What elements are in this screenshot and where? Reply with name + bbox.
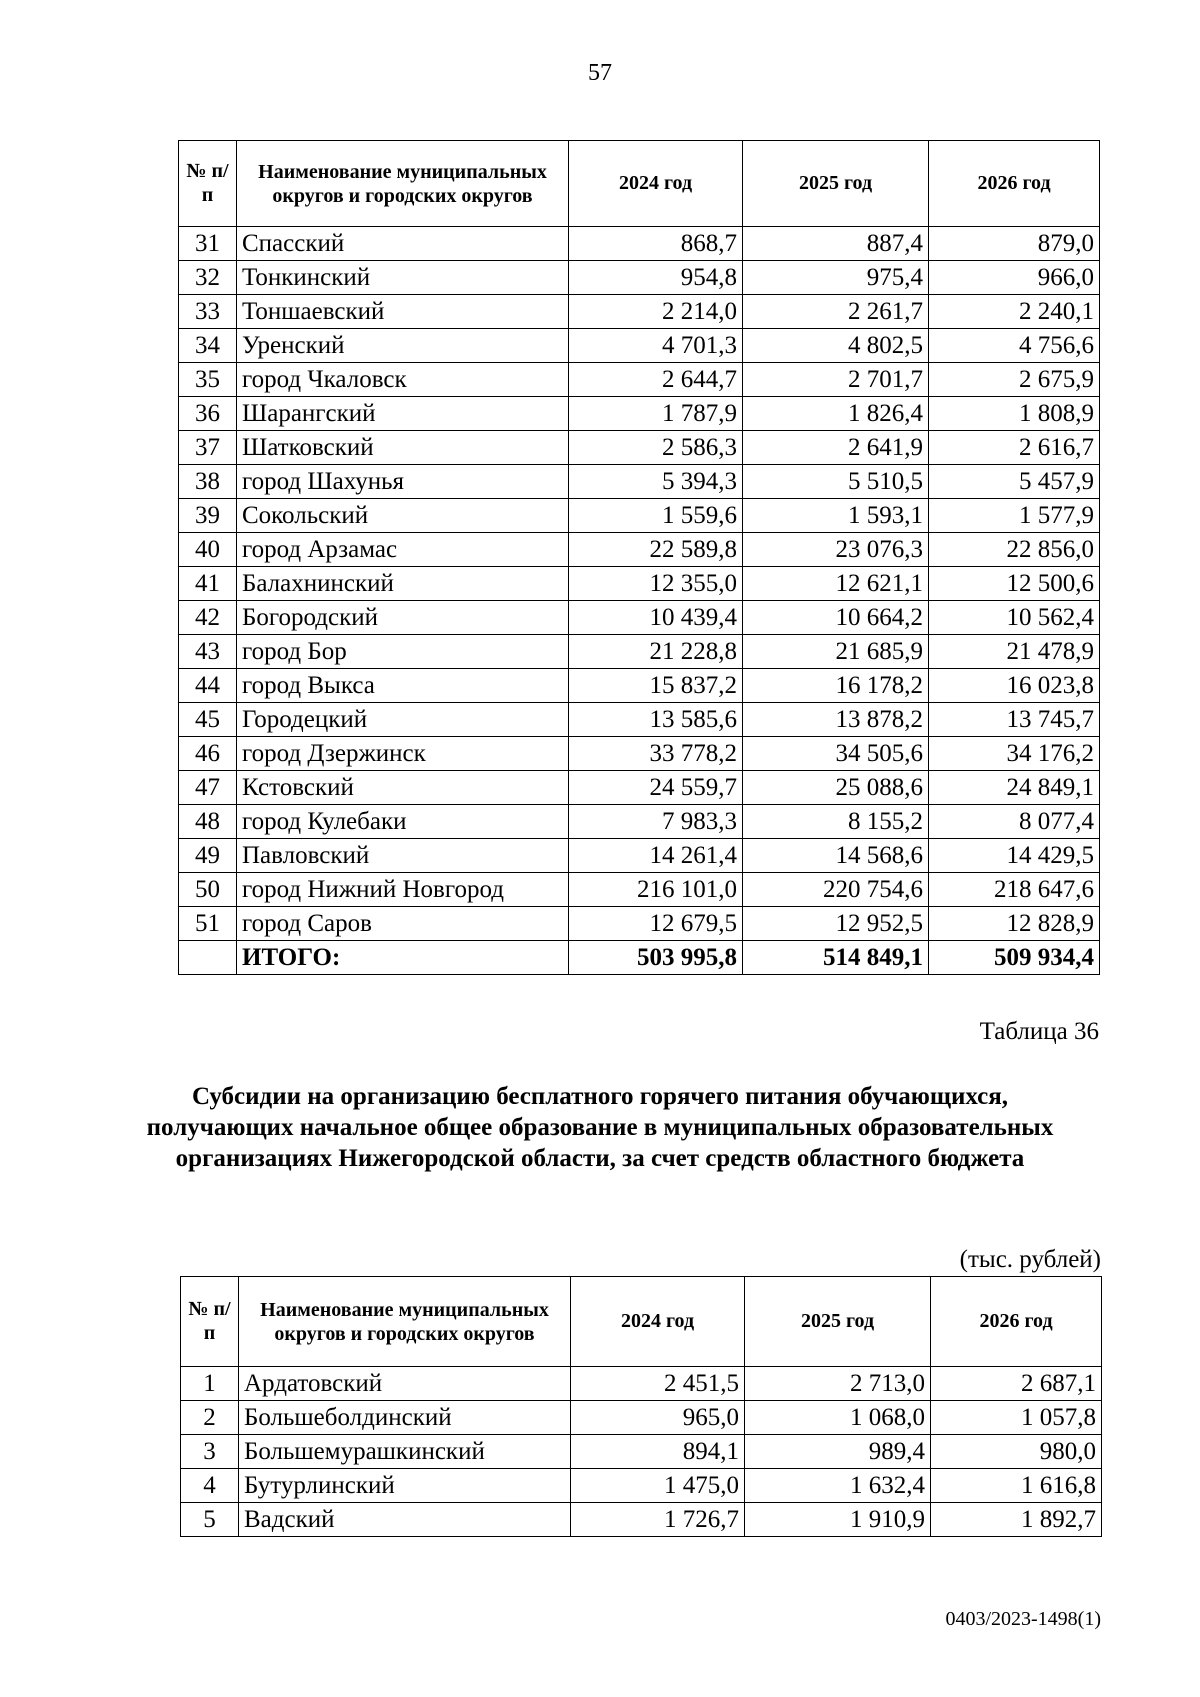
value-2025: 1 910,9	[745, 1503, 931, 1537]
row-name: Тоншаевский	[237, 295, 569, 329]
row-name: Тонкинский	[237, 261, 569, 295]
row-number: 39	[179, 499, 237, 533]
value-2026: 16 023,8	[929, 669, 1100, 703]
row-number: 2	[181, 1401, 239, 1435]
table-body	[181, 1367, 1102, 1537]
table-row	[179, 329, 1100, 363]
value-2026: 2 240,1	[929, 295, 1100, 329]
value-2026: 21 478,9	[929, 635, 1100, 669]
value-2025: 5 510,5	[743, 465, 929, 499]
value-2025: 8 155,2	[743, 805, 929, 839]
value-2025: 1 826,4	[743, 397, 929, 431]
row-number: 34	[179, 329, 237, 363]
row-name: Павловский	[237, 839, 569, 873]
table-row	[179, 397, 1100, 431]
value-2025: 4 802,5	[743, 329, 929, 363]
value-2025: 1 068,0	[745, 1401, 931, 1435]
table-row	[179, 669, 1100, 703]
value-2026: 34 176,2	[929, 737, 1100, 771]
value-2026: 2 616,7	[929, 431, 1100, 465]
row-number: 44	[179, 669, 237, 703]
value-2025: 975,4	[743, 261, 929, 295]
table-row	[179, 839, 1100, 873]
value-2024: 2 214,0	[569, 295, 743, 329]
row-name: город Бор	[237, 635, 569, 669]
row-number: 3	[181, 1435, 239, 1469]
table-row	[179, 873, 1100, 907]
header-num: № п/п	[179, 141, 237, 227]
row-number: 49	[179, 839, 237, 873]
value-2026: 24 849,1	[929, 771, 1100, 805]
value-2024: 14 261,4	[569, 839, 743, 873]
value-2025: 2 713,0	[745, 1367, 931, 1401]
value-2024: 21 228,8	[569, 635, 743, 669]
hot-meals-subsidy-table	[180, 1276, 1102, 1537]
value-2025: 220 754,6	[743, 873, 929, 907]
header-num: № п/п	[181, 1277, 239, 1367]
value-2024: 15 837,2	[569, 669, 743, 703]
row-name: Большеболдинский	[239, 1401, 571, 1435]
value-2026: 1 892,7	[931, 1503, 1102, 1537]
table-row	[179, 295, 1100, 329]
value-2024: 13 585,6	[569, 703, 743, 737]
row-name: Шарангский	[237, 397, 569, 431]
page-number: 57	[588, 60, 612, 86]
header-name: Наименование муниципальных округов и городских округов	[237, 141, 569, 227]
header-2024: 2024 год	[571, 1277, 745, 1367]
row-number: 33	[179, 295, 237, 329]
table-header-row	[181, 1277, 1102, 1367]
document-code: 0403/2023-1498(1)	[945, 1608, 1101, 1630]
table-row	[179, 601, 1100, 635]
value-2025: 12 952,5	[743, 907, 929, 941]
value-2026: 2 687,1	[931, 1367, 1102, 1401]
header-2024: 2024 год	[569, 141, 743, 227]
table-row	[181, 1469, 1102, 1503]
row-number: 45	[179, 703, 237, 737]
row-number: 47	[179, 771, 237, 805]
header-name: Наименование муниципальных округов и городских округов	[239, 1277, 571, 1367]
header-2026: 2026 год	[929, 141, 1100, 227]
value-2026: 1 616,8	[931, 1469, 1102, 1503]
table-row	[179, 363, 1100, 397]
value-2024: 24 559,7	[569, 771, 743, 805]
value-2025: 13 878,2	[743, 703, 929, 737]
table-row	[179, 737, 1100, 771]
row-number: 31	[179, 227, 237, 261]
row-number: 51	[179, 907, 237, 941]
value-2024: 33 778,2	[569, 737, 743, 771]
value-2025: 14 568,6	[743, 839, 929, 873]
budget-table-continued	[178, 140, 1100, 975]
row-name: город Шахунья	[237, 465, 569, 499]
value-2024: 954,8	[569, 261, 743, 295]
row-number: 1	[181, 1367, 239, 1401]
value-2025: 2 261,7	[743, 295, 929, 329]
value-2024: 12 679,5	[569, 907, 743, 941]
table-row	[181, 1401, 1102, 1435]
value-2025: 1 632,4	[745, 1469, 931, 1503]
table-row	[181, 1435, 1102, 1469]
value-2025: 2 641,9	[743, 431, 929, 465]
row-name: Большемурашкинский	[239, 1435, 571, 1469]
value-2024: 2 586,3	[569, 431, 743, 465]
value-2026: 4 756,6	[929, 329, 1100, 363]
header-2026: 2026 год	[931, 1277, 1102, 1367]
row-number: 40	[179, 533, 237, 567]
value-2025: 12 621,1	[743, 567, 929, 601]
value-2026: 8 077,4	[929, 805, 1100, 839]
table-header-row	[179, 141, 1100, 227]
table-row	[179, 771, 1100, 805]
value-2024: 1 726,7	[571, 1503, 745, 1537]
value-2026: 12 500,6	[929, 567, 1100, 601]
value-2025: 34 505,6	[743, 737, 929, 771]
row-name: город Кулебаки	[237, 805, 569, 839]
row-number: 37	[179, 431, 237, 465]
value-2024: 894,1	[571, 1435, 745, 1469]
table-row	[179, 499, 1100, 533]
value-2026: 218 647,6	[929, 873, 1100, 907]
row-number: 50	[179, 873, 237, 907]
value-2026: 1 577,9	[929, 499, 1100, 533]
value-2026: 879,0	[929, 227, 1100, 261]
row-number: 32	[179, 261, 237, 295]
table-body	[179, 227, 1100, 975]
row-name: Городецкий	[237, 703, 569, 737]
row-name: Спасский	[237, 227, 569, 261]
row-name: Вадский	[239, 1503, 571, 1537]
value-2024: 2 644,7	[569, 363, 743, 397]
table-title: Субсидии на организацию бесплатного горячего питания обучающихся, получающих начальное общее образование в муниципальных образовательных организациях Нижегородской области, за счет средств областного бюджета	[146, 1083, 1054, 1172]
value-2026: 22 856,0	[929, 533, 1100, 567]
value-2026: 2 675,9	[929, 363, 1100, 397]
table-row	[179, 635, 1100, 669]
row-name: город Нижний Новгород	[237, 873, 569, 907]
value-2024: 965,0	[571, 1401, 745, 1435]
table-row	[179, 261, 1100, 295]
value-2024: 1 475,0	[571, 1469, 745, 1503]
table-row	[179, 907, 1100, 941]
total-2025: 514 849,1	[743, 941, 929, 975]
table-row	[179, 431, 1100, 465]
row-number: 48	[179, 805, 237, 839]
value-2024: 22 589,8	[569, 533, 743, 567]
row-name: Бутурлинский	[239, 1469, 571, 1503]
row-name: город Чкаловск	[237, 363, 569, 397]
total-2024: 503 995,8	[569, 941, 743, 975]
row-number: 36	[179, 397, 237, 431]
value-2026: 966,0	[929, 261, 1100, 295]
row-name: Балахнинский	[237, 567, 569, 601]
row-number: 4	[181, 1469, 239, 1503]
row-name: город Дзержинск	[237, 737, 569, 771]
value-2026: 1 057,8	[931, 1401, 1102, 1435]
row-number: 43	[179, 635, 237, 669]
table-label: Таблица 36	[979, 1018, 1099, 1045]
total-2026: 509 934,4	[929, 941, 1100, 975]
value-2026: 13 745,7	[929, 703, 1100, 737]
table-row	[179, 567, 1100, 601]
table-row	[179, 533, 1100, 567]
value-2025: 10 664,2	[743, 601, 929, 635]
row-number: 41	[179, 567, 237, 601]
value-2024: 12 355,0	[569, 567, 743, 601]
value-2026: 10 562,4	[929, 601, 1100, 635]
row-name: Богородский	[237, 601, 569, 635]
table-row	[181, 1503, 1102, 1537]
row-number: 46	[179, 737, 237, 771]
value-2024: 4 701,3	[569, 329, 743, 363]
table-row	[179, 805, 1100, 839]
row-number: 5	[181, 1503, 239, 1537]
row-number: 35	[179, 363, 237, 397]
value-2025: 887,4	[743, 227, 929, 261]
value-2026: 5 457,9	[929, 465, 1100, 499]
value-2026: 14 429,5	[929, 839, 1100, 873]
value-2025: 2 701,7	[743, 363, 929, 397]
value-2025: 21 685,9	[743, 635, 929, 669]
value-2026: 12 828,9	[929, 907, 1100, 941]
value-2024: 2 451,5	[571, 1367, 745, 1401]
total-label: ИТОГО:	[237, 941, 569, 975]
units-label: (тыс. рублей)	[959, 1246, 1101, 1273]
table-row	[181, 1367, 1102, 1401]
row-name: Кстовский	[237, 771, 569, 805]
value-2024: 868,7	[569, 227, 743, 261]
value-2025: 16 178,2	[743, 669, 929, 703]
row-name: город Выкса	[237, 669, 569, 703]
total-num	[179, 941, 237, 975]
value-2024: 1 559,6	[569, 499, 743, 533]
row-name: город Арзамас	[237, 533, 569, 567]
row-number: 38	[179, 465, 237, 499]
row-name: Уренский	[237, 329, 569, 363]
value-2024: 216 101,0	[569, 873, 743, 907]
value-2024: 10 439,4	[569, 601, 743, 635]
value-2024: 5 394,3	[569, 465, 743, 499]
table-row	[179, 703, 1100, 737]
value-2024: 7 983,3	[569, 805, 743, 839]
table-row	[179, 227, 1100, 261]
row-name: Шатковский	[237, 431, 569, 465]
header-2025: 2025 год	[745, 1277, 931, 1367]
row-name: Ардатовский	[239, 1367, 571, 1401]
row-name: Сокольский	[237, 499, 569, 533]
value-2025: 25 088,6	[743, 771, 929, 805]
table-row	[179, 465, 1100, 499]
value-2024: 1 787,9	[569, 397, 743, 431]
value-2026: 1 808,9	[929, 397, 1100, 431]
header-2025: 2025 год	[743, 141, 929, 227]
value-2025: 23 076,3	[743, 533, 929, 567]
row-name: город Саров	[237, 907, 569, 941]
row-number: 42	[179, 601, 237, 635]
total-row	[179, 941, 1100, 975]
value-2026: 980,0	[931, 1435, 1102, 1469]
value-2025: 1 593,1	[743, 499, 929, 533]
value-2025: 989,4	[745, 1435, 931, 1469]
